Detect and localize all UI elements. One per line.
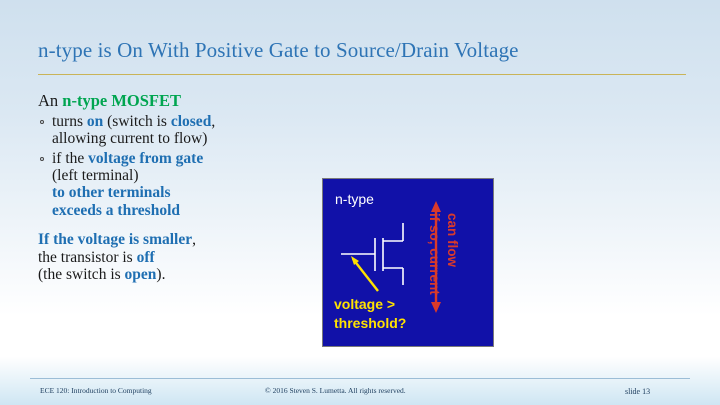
slide-body bbox=[38, 92, 328, 284]
bullet1-part3: , bbox=[211, 112, 216, 130]
footer-slide-number: slide 13 bbox=[625, 387, 651, 396]
figure-voltage-line1: voltage > bbox=[334, 296, 396, 312]
bullet1-emph2: closed bbox=[170, 112, 212, 130]
bullet2-emph3: exceeds a threshold bbox=[52, 201, 181, 219]
figure-voltage-question bbox=[334, 295, 406, 333]
footer-course: ECE 120: Introduction to Computing bbox=[40, 386, 152, 395]
intro-line bbox=[38, 92, 328, 111]
bullet2-part1: if the bbox=[52, 149, 89, 167]
bullet1-part1: turns bbox=[52, 112, 87, 130]
title-divider bbox=[38, 74, 686, 75]
bullet1-line2: allowing current to flow) bbox=[52, 130, 208, 148]
intro-prefix: An bbox=[38, 91, 63, 110]
footer-divider bbox=[30, 378, 690, 379]
bullet2-line2: (left terminal) bbox=[52, 166, 139, 184]
para-part1: , bbox=[192, 230, 196, 248]
para-line3-emph: open bbox=[124, 266, 157, 284]
para-line3 bbox=[38, 266, 328, 284]
bullet-item-2 bbox=[38, 150, 328, 219]
bullet1-emph1: on bbox=[86, 112, 104, 130]
footer-copyright: © 2016 Steven S. Lumetta. All rights reserved. bbox=[265, 386, 406, 395]
figure-label-ntype: n-type bbox=[335, 191, 374, 207]
figure-red-label-line2: can flow bbox=[445, 213, 460, 268]
bullet-dot-icon bbox=[40, 120, 44, 124]
bullet-item-1 bbox=[38, 113, 328, 148]
para-line3-pre: (the switch is bbox=[38, 266, 125, 284]
para-line3-post: ). bbox=[156, 266, 166, 284]
figure-voltage-line2: threshold? bbox=[334, 314, 407, 331]
bullet1-part2: (switch is bbox=[103, 112, 171, 130]
para-emph1: If the voltage is smaller bbox=[38, 230, 193, 248]
mosfet-figure bbox=[322, 178, 494, 347]
bullet-dot-icon bbox=[40, 157, 44, 161]
bullet2-emph1: voltage from gate bbox=[88, 149, 204, 167]
para-line2-pre: the transistor is bbox=[38, 248, 137, 266]
bullet2-emph2: to other terminals bbox=[52, 184, 171, 202]
closing-paragraph bbox=[38, 231, 328, 284]
para-line2-emph: off bbox=[136, 248, 155, 266]
figure-red-label-line1: if so, current bbox=[427, 213, 442, 295]
para-line2 bbox=[38, 249, 328, 267]
page-title: n-type is On With Positive Gate to Source/Drain Voltage bbox=[38, 38, 519, 62]
intro-emphasis: n-type MOSFET bbox=[62, 91, 182, 110]
